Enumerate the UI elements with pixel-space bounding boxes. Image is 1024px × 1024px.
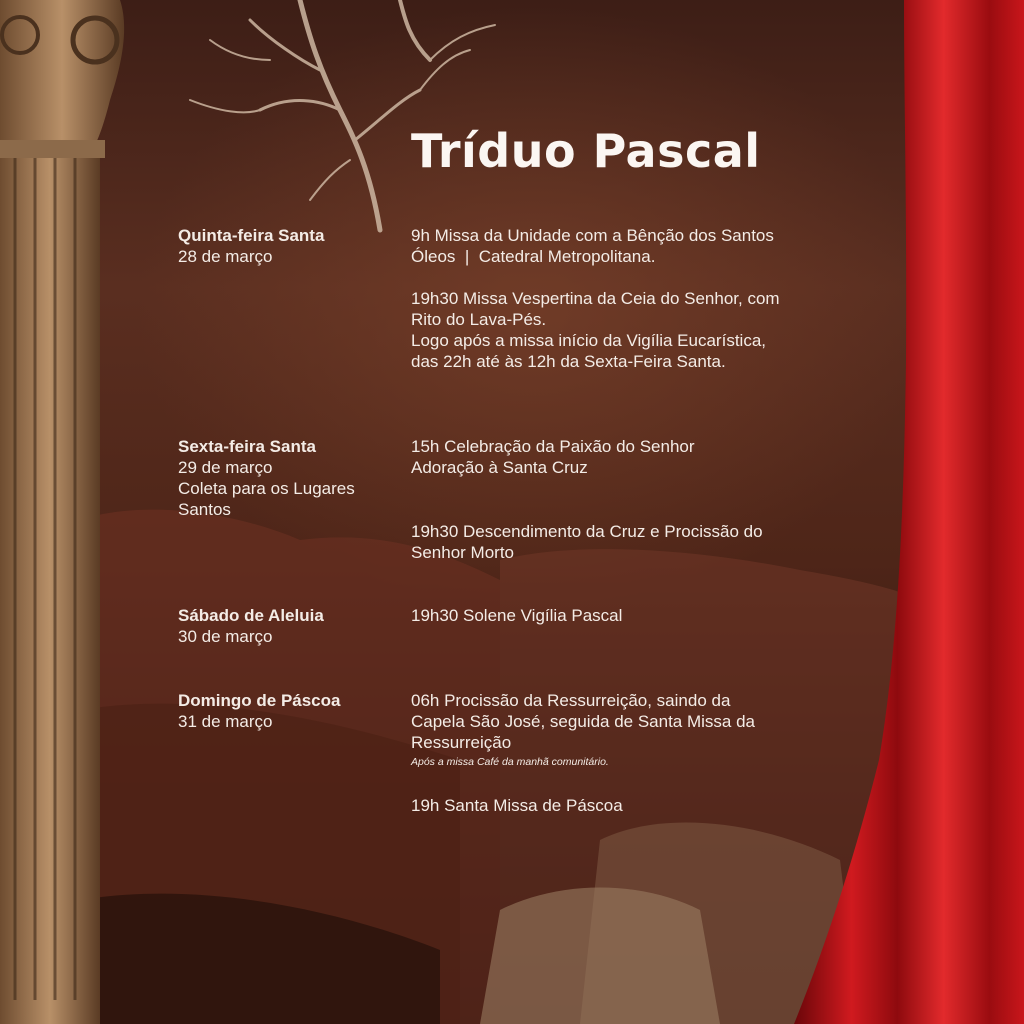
event-line: 19h Santa Missa de Páscoa [411,796,623,815]
event-note: Após a missa Café da manhã comunitário. [411,756,609,768]
greek-column-decoration [0,0,130,1024]
day-note: Coleta para os Lugares [178,479,355,498]
event-line: Rito do Lava-Pés. [411,310,547,329]
event-line: Logo após a missa início da Vigília Eucarística, [411,331,766,350]
event-line: Adoração à Santa Cruz [411,458,588,477]
day-date: 31 de março [178,712,273,731]
event-item [411,225,861,267]
dry-branches-decoration [150,0,570,240]
event-line: 15h Celebração da Paixão do Senhor [411,437,695,456]
day-domingo [178,690,403,732]
day-note: Santos [178,500,231,519]
event-item [411,605,861,626]
day-date: 30 de março [178,627,273,646]
event-item [411,795,861,816]
day-date: 28 de março [178,247,273,266]
day-date: 29 de março [178,458,273,477]
day-name: Sexta-feira Santa [178,437,316,456]
event-line: 19h30 Missa Vespertina da Ceia do Senhor, com [411,289,780,308]
event-line: Capela São José, seguida de Santa Missa da [411,712,756,731]
event-item [411,288,861,372]
event-line: 19h30 Descendimento da Cruz e Procissão do [411,522,763,541]
event-line: Óleos | Catedral Metropolitana. [411,247,656,266]
day-name: Quinta-feira Santa [178,226,325,245]
event-item [411,436,861,478]
page-title: Tríduo Pascal [411,124,761,178]
day-name: Domingo de Páscoa [178,691,341,710]
event-line: Ressurreição [411,733,512,752]
day-name: Sábado de Aleluia [178,606,324,625]
event-line: 06h Procissão da Ressurreição, saindo da [411,691,731,710]
day-sabado [178,605,403,647]
event-line: 9h Missa da Unidade com a Bênção dos Santos [411,226,774,245]
day-quinta-feira [178,225,403,267]
red-curtain-decoration [794,0,1024,1024]
event-line: das 22h até às 12h da Sexta-Feira Santa. [411,352,726,371]
event-item [411,521,861,563]
event-line: 19h30 Solene Vigília Pascal [411,606,623,625]
day-sexta-feira [178,436,403,520]
event-line: Senhor Morto [411,543,514,562]
event-item [411,690,861,769]
